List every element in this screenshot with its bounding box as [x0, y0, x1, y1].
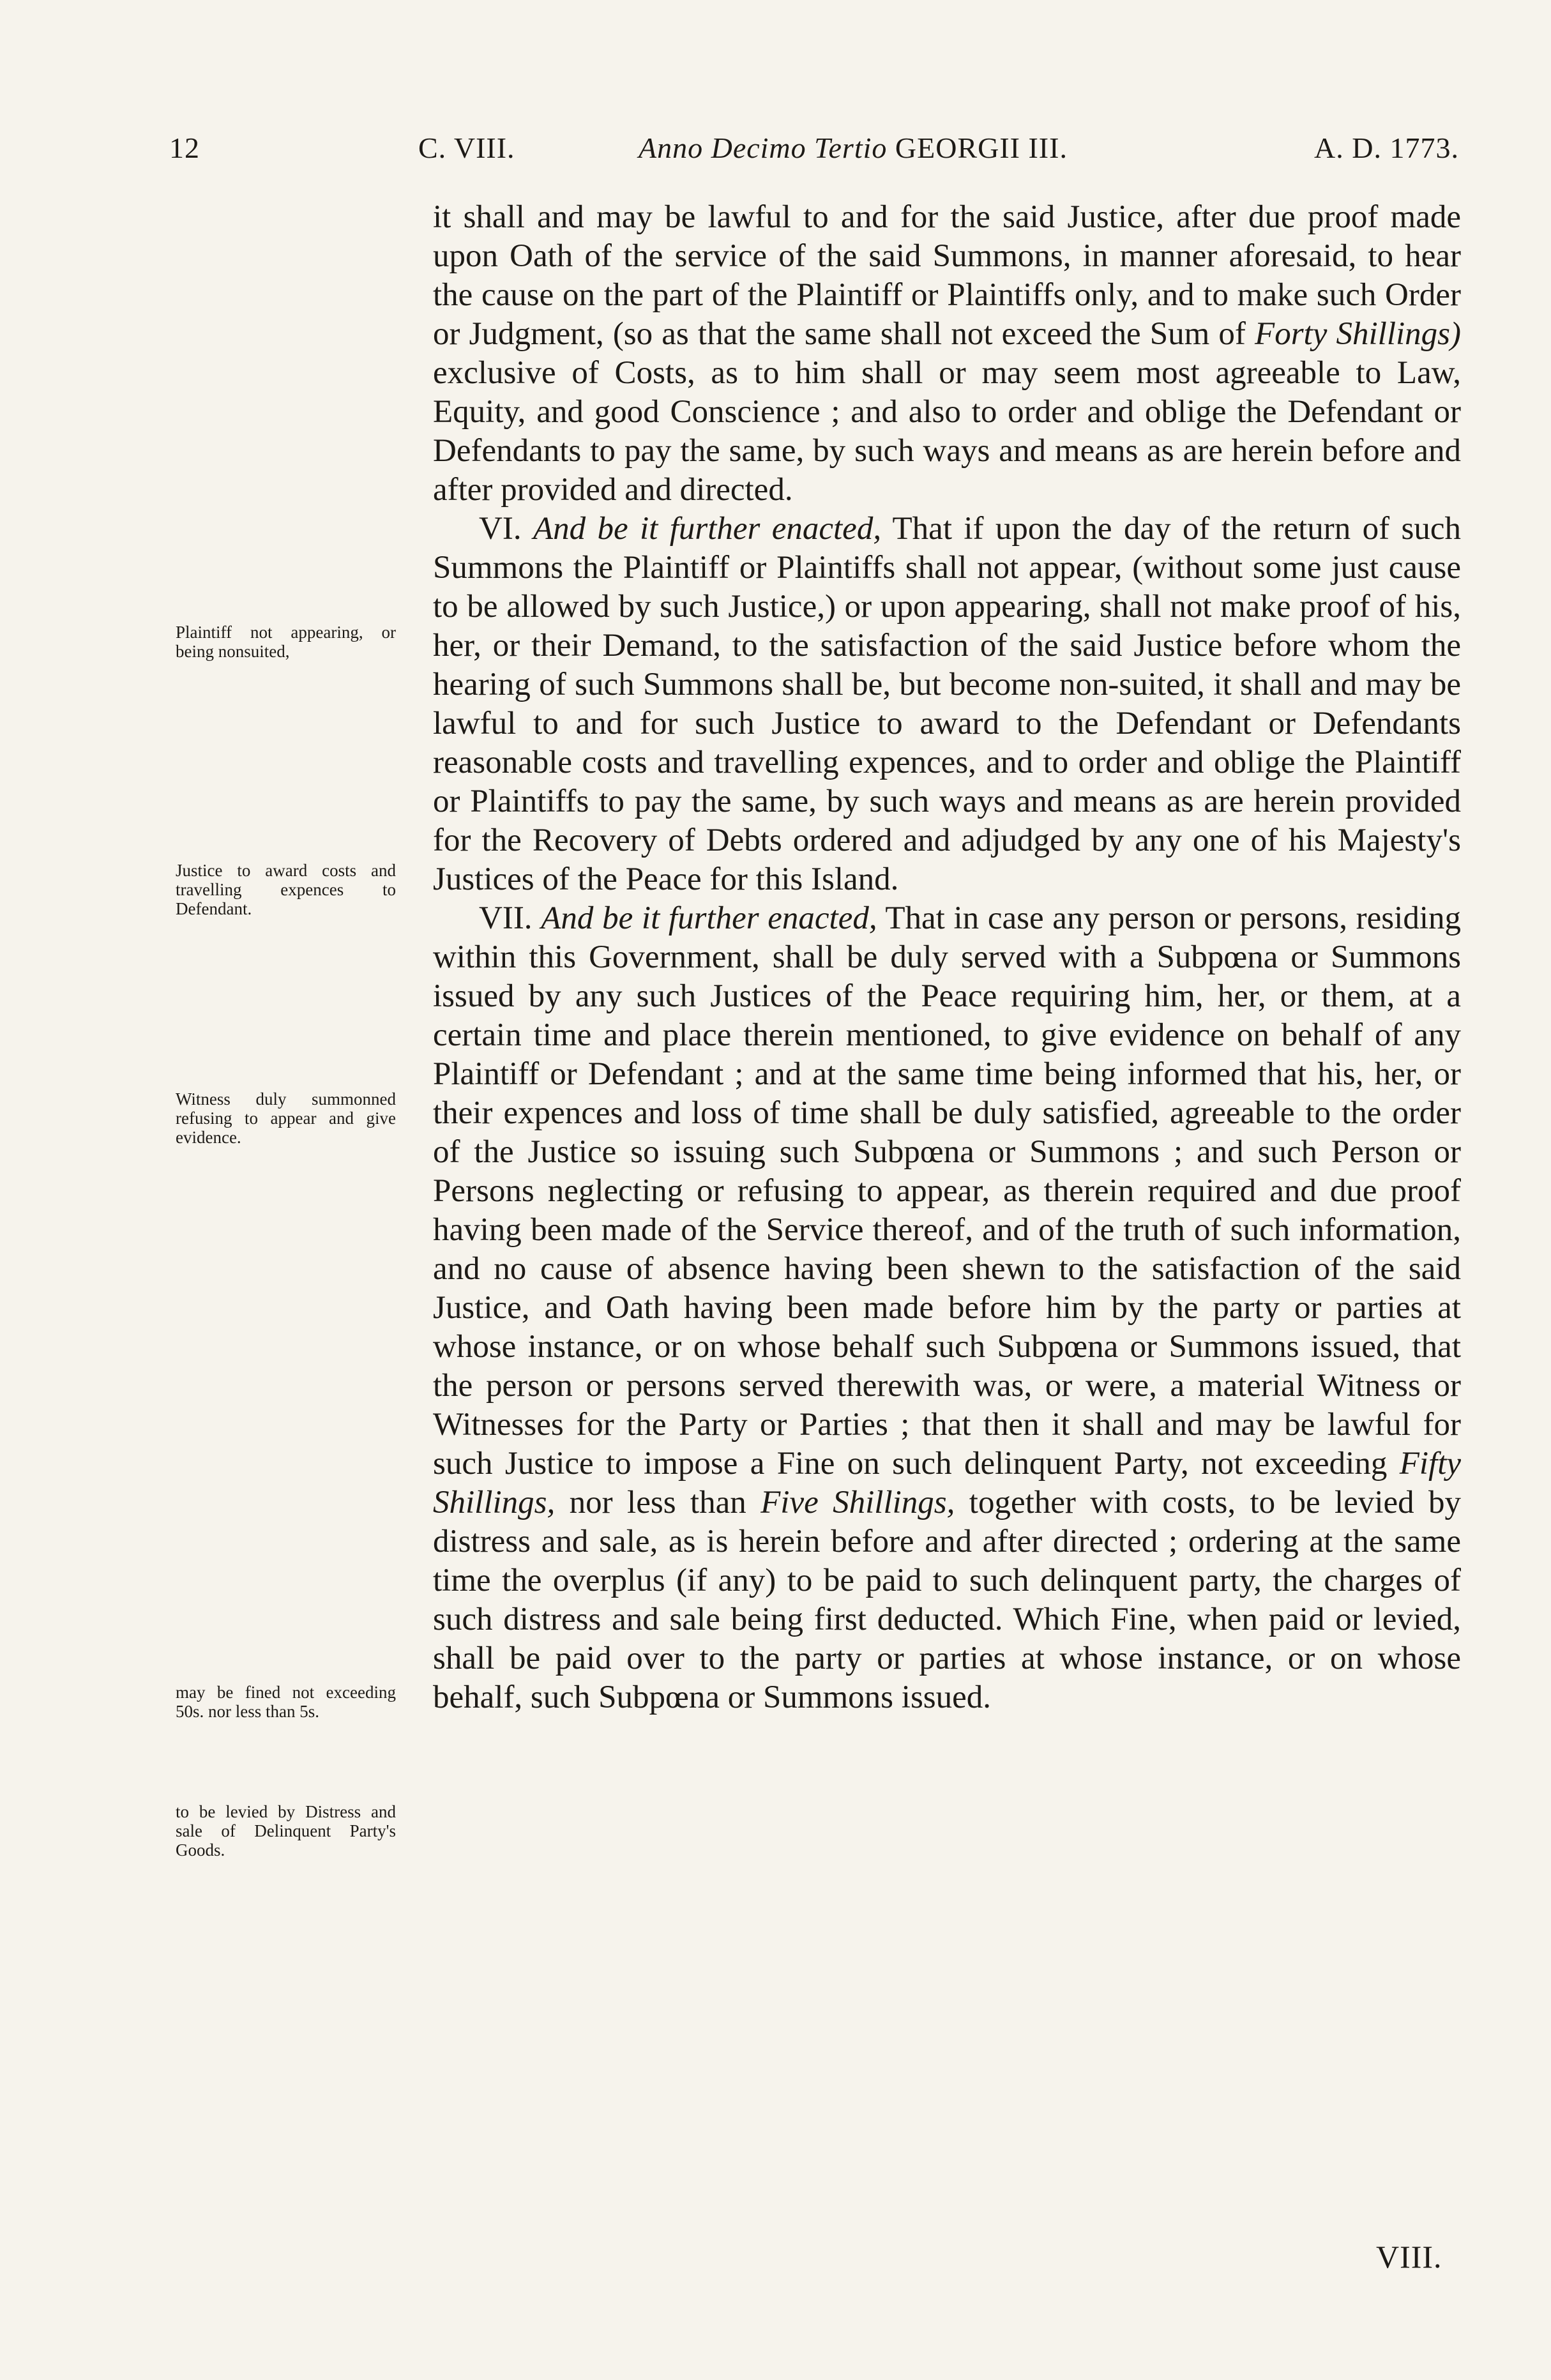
catchword: VIII.: [1376, 2239, 1442, 2275]
section-vii-text-c: together with costs, to be levied by distress and sale, as is herein before and after directed ; ordering at the same time the overplus (if any) to be paid to such delinquent party, the charges of such distress and sale being first deducted. Which Fine, when paid or levied, shall be paid over to the party or parties at whose instance, or on whose behalf, such Subpœna or Summons issued.: [433, 1485, 1462, 1715]
year: A. D. 1773.: [1314, 132, 1459, 164]
section-vi-enactment: And be it further enacted,: [533, 511, 882, 547]
body-text: [433, 198, 1461, 1717]
margin-note-fine: may be fined not exceeding 50s. nor less than 5s.: [176, 1683, 396, 1721]
section-vii-number: VII.: [479, 900, 533, 936]
section-vii-enactment: And be it further enacted,: [541, 900, 877, 936]
section-vii: [433, 899, 1461, 1717]
p1-text: it shall and may be lawful to and for the said Justice, after due proof made upon Oath of the service of the said Summons, in manner aforesaid, to hear the cause on the part of the Plaintiff or Plaintiffs only, and to make such Order or Judgment, (so as that the same shall not exceed the Sum of: [433, 199, 1461, 352]
section-vi-number: VI.: [479, 511, 522, 547]
running-title-italic: Anno Decimo Tertio: [639, 132, 888, 164]
p1-rest: exclusive of Costs, as to him shall or may seem most agreeable to Law, Equity, and good Conscience ; and also to order and oblige the Defendant or Defendants to pay the same, by such ways and means as are herein before and after provided and directed.: [433, 355, 1461, 508]
section-vii-text-a: That in case any person or persons, residing within this Government, shall be duly served with a Subpœna or Summons issued by any such Justices of the Peace requiring him, her, or them, at a certain time and place therein mentioned, to give evidence on behalf of any Plaintiff or Defendant ; and at the same time being informed that his, her, or their expences and loss of time shall be duly satisfied, agreeable to the order of the Justice so issuing such Subpœna or Summons ; and such Person or Persons neglecting or refusing to appear, as therein required and due proof having been made of the Service thereof, and of the truth of such information, and no cause of absence having been shewn to the satisfaction of the said Justice, and Oath having been made before him by the party or parties at whose instance, or on whose behalf such Subpœna or Summons issued, that the person or persons served therewith was, or were, a material Witness or Witnesses for the Party or Parties ; that then it shall and may be lawful for such Justice to impose a Fine on such delinquent Party, not exceeding: [433, 900, 1461, 1482]
margin-note-plaintiff: Plaintiff not appearing, or being nonsuited,: [176, 623, 396, 661]
section-vii-italic-fifty: Fifty Shillings,: [433, 1446, 1462, 1520]
page-number: 12: [169, 132, 200, 164]
paragraph-continuation: [433, 198, 1461, 510]
running-title: [639, 131, 1068, 165]
running-title-king: GEORGII III.: [895, 132, 1068, 164]
margin-note-costs: Justice to award costs and travelling expences to Defendant.: [176, 861, 396, 918]
section-vii-italic-five: Five Shillings,: [760, 1485, 955, 1520]
p1-italic: Forty Shillings): [1255, 316, 1461, 352]
running-header: [169, 131, 1459, 182]
margin-note-distress: to be levied by Distress and sale of Delinquent Party's Goods.: [176, 1802, 396, 1860]
section-vi-text: That if upon the day of the return of such Summons the Plaintiff or Plaintiffs shall not appear, (without some just cause to be allowed by such Justice,) or upon appearing, shall not make proof of his, her, or their Demand, to the satisfaction of the said Justice before whom the hearing of such Summons shall be, but become non-suited, it shall and may be lawful to and for such Justice to award to the Defendant or Defendants reasonable costs and travelling expences, and to order and oblige the Plaintiff or Plaintiffs to pay the same, by such ways and means as are herein provided for the Recovery of Debts ordered and adjudged by any one of his Majesty's Justices of the Peace for this Island.: [433, 511, 1461, 897]
section-vii-text-b: nor less than: [569, 1485, 746, 1520]
chapter-number: C. VIII.: [418, 132, 515, 164]
margin-note-witness: Witness duly summonned refusing to appear and give evidence.: [176, 1089, 396, 1147]
section-vi: [433, 510, 1461, 899]
